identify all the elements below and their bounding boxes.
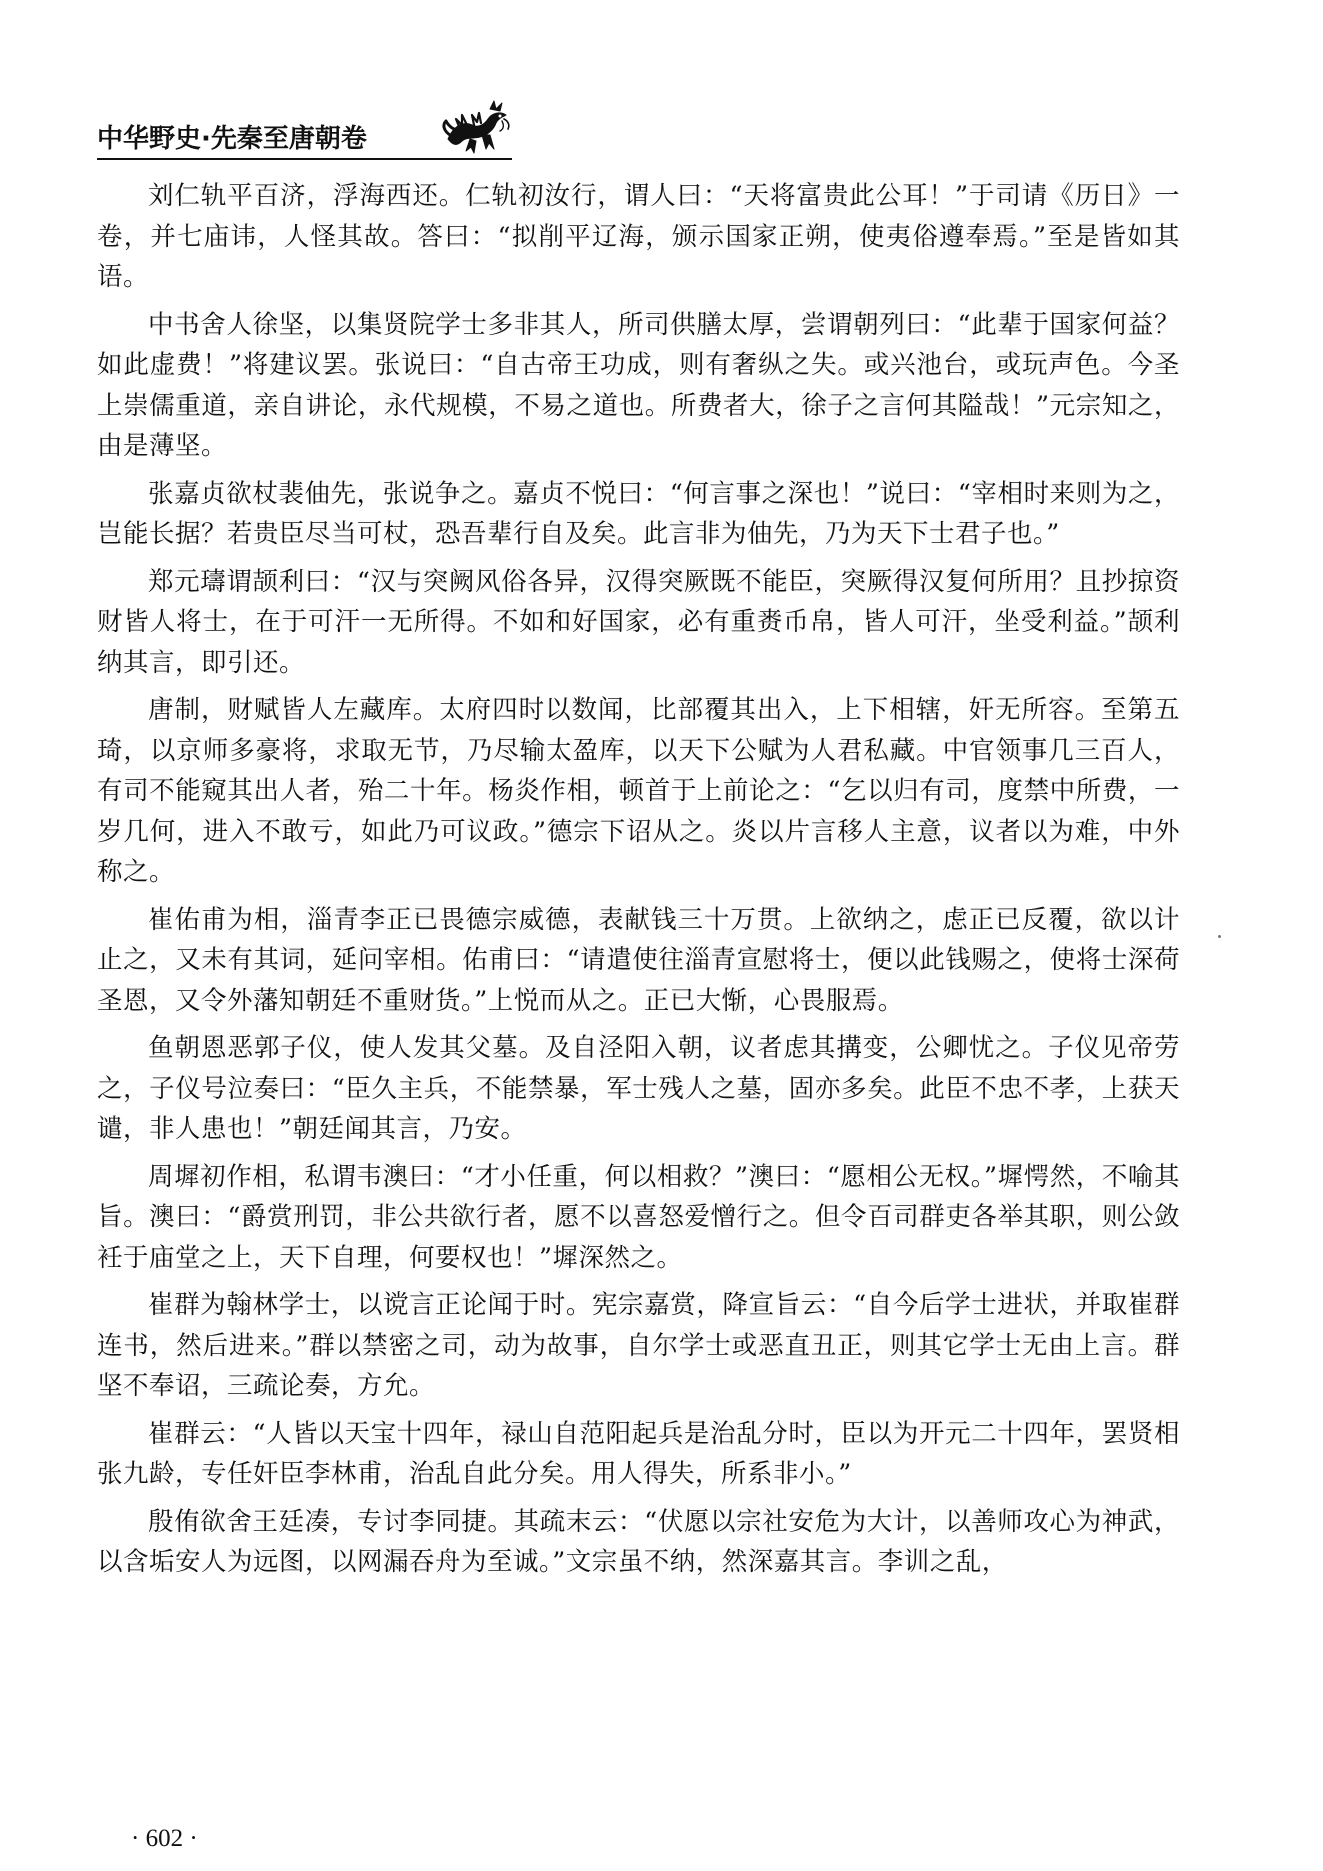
paragraph-10: 崔群云：“人皆以天宝十四年，禄山自范阳起兵是治乱分时，臣以为开元二十四年，罢贤相张九龄，专任奸臣李林甫，治乱自此分矣。用人得失，所系非小。” [97,1418,1180,1489]
paragraph-11: 殷侑欲舍王廷凑，专讨李同捷。其疏末云：“伏愿以宗社安危为大计，以善师攻心为神武，以含垢安人为远图，以网漏吞舟为至诚。”文宗虽不纳，然深嘉其言。李训之乱， [97,1506,1180,1577]
paragraph-2: 中书舍人徐坚，以集贤院学士多非其人，所司供膳太厚，尝谓朝列曰：“此辈于国家何益？如此虚费！”将建议罢。张说曰：“自古帝王功成，则有奢纵之失。或兴池台，或玩声色。今圣上崇儒重道，亲自讲论，永代规模，不易之道也。所费者大，徐子之言何其隘哉！”元宗知之，由是薄坚。 [97,309,1180,461]
paragraph-1: 刘仁轨平百济，浮海西还。仁轨初汝行，谓人曰：“天将富贵此公耳！”于司请《历日》一卷，并七庙讳，人怪其故。答曰：“拟削平辽海，颁示国家正朔，使夷俗遵奉焉。”至是皆如其语。 [97,181,1180,292]
book-title: 中华野史·先秦至唐朝卷 [97,124,367,154]
header-rule [97,158,512,160]
page-number: · 602 · [131,1825,198,1852]
paragraph-9: 崔群为翰林学士，以谠言正论闻于时。宪宗嘉赏，降宣旨云：“自今后学士进状，并取崔群连书，然后进来。”群以禁密之司，动为故事，自尔学士或恶直丑正，则其它学士无由上言。群坚不奉诏，三疏论奏，方允。 [97,1290,1180,1401]
paragraph-7: 鱼朝恩恶郭子仪，使人发其父墓。及自泾阳入朝，议者虑其搆变，公卿忧之。子仪见帝劳之，子仪号泣奏曰：“臣久主兵，不能禁暴，军士残人之墓，固亦多矣。此臣不忠不孝，上获天谴，非人患也！”朝廷闻其言，乃安。 [97,1033,1180,1144]
dragon-icon [440,95,512,157]
paragraph-4: 郑元璹谓颉利曰：“汉与突阙风俗各异，汉得突厥既不能臣，突厥得汉复何所用？且抄掠资财皆人将士，在于可汗一无所得。不如和好国家，必有重赉币帛，皆人可汗，坐受利益。”颉利纳其言，即引还。 [97,566,1180,678]
paragraph-6: 崔佑甫为相，淄青李正已畏德宗威德，表献钱三十万贯。上欲纳之，虑正已反覆，欲以计止之，又未有其词，延问宰相。佑甫曰：“请遣使往淄青宣慰将士，便以此钱赐之，使将士深荷圣恩，又令外藩知朝廷不重财货。”上悦而从之。正已大惭，心畏服焉。 [97,904,1180,1016]
paragraph-8: 周墀初作相，私谓韦澳曰：“才小任重，何以相救？”澳曰：“愿相公无权。”墀愕然，不喻其旨。澳曰：“爵赏刑罚，非公共欲行者，愿不以喜怒爱憎行之。但令百司群吏各举其职，则公敛衽于庙堂之上，天下自理，何要权也！”墀深然之。 [97,1161,1180,1273]
body-text [97,176,1180,1590]
scan-speck [1218,935,1221,938]
paragraph-3: 张嘉贞欲杖裴伷先，张说争之。嘉贞不悦曰：“何言事之深也！”说曰：“宰相时来则为之，岂能长据？若贵臣尽当可杖，恐吾辈行自及矣。此言非为伷先，乃为天下士君子也。” [97,478,1180,549]
paragraph-5: 唐制，财赋皆人左藏库。太府四时以数闻，比部覆其出入，上下相辖，奸无所容。至第五琦，以京师多豪将，求取无节，乃尽输太盈库，以天下公赋为人君私藏。中官领事几三百人，有司不能窥其出人者，殆二十年。杨炎作相，顿首于上前论之：“乞以归有司，度禁中所费，一岁几何，进入不敢亏，如此乃可议政。”德宗下诏从之。炎以片言移人主意，议者以为难，中外称之。 [97,695,1180,887]
